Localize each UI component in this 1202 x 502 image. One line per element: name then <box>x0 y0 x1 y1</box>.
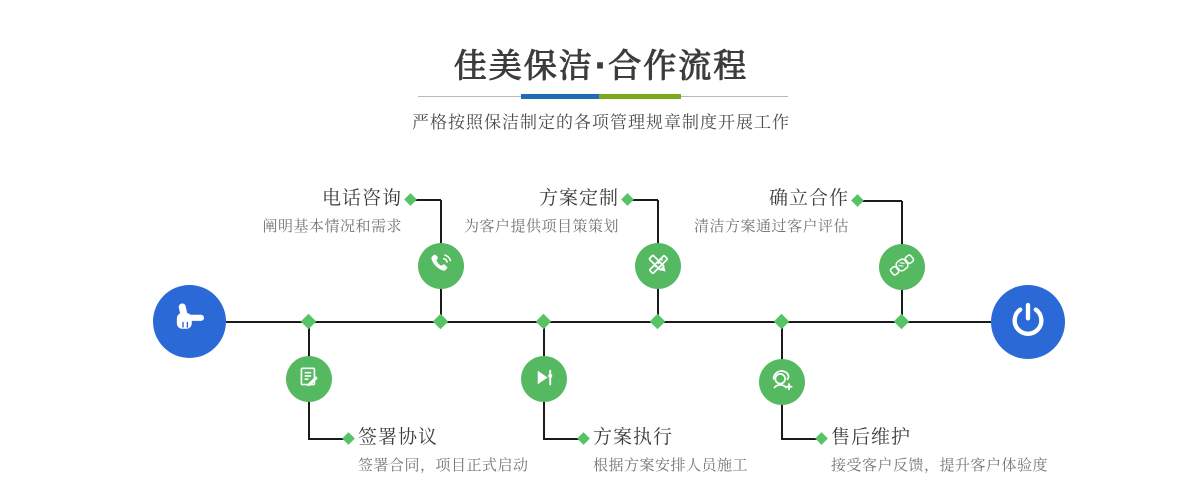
step-node-execute <box>521 356 567 402</box>
step-node-phone <box>418 243 464 289</box>
play-slider-icon <box>532 365 557 394</box>
pointing-hand-icon <box>169 299 211 345</box>
junction-diamond <box>650 314 666 330</box>
page-title: 佳美保洁·合作流程 <box>453 46 749 85</box>
step-desc: 为客户提供项目策策划 <box>463 217 619 235</box>
step-title: 售后维护 <box>831 426 912 448</box>
pencil-ruler-icon <box>645 251 672 282</box>
step-label-execute <box>593 426 748 475</box>
junction-diamond <box>774 314 790 330</box>
connector-elbow <box>308 438 346 440</box>
step-node-design <box>635 243 681 289</box>
main-timeline <box>226 321 991 323</box>
step-desc: 清洁方案通过客户评估 <box>693 217 849 235</box>
headset-add-icon <box>768 366 796 398</box>
divider-blue-segment <box>521 94 599 99</box>
title-divider <box>418 96 788 97</box>
junction-diamond <box>894 314 910 330</box>
label-diamond <box>404 193 417 206</box>
label-diamond <box>621 193 634 206</box>
power-icon <box>1008 300 1048 344</box>
connector-elbow <box>858 200 902 202</box>
junction-diamond <box>536 314 552 330</box>
label-diamond <box>577 432 590 445</box>
label-diamond <box>342 432 355 445</box>
step-node-aftersales <box>759 359 805 405</box>
step-node-handshake <box>879 244 925 290</box>
handshake-icon <box>887 250 917 284</box>
step-title: 签署协议 <box>358 426 439 448</box>
phone-icon <box>428 251 454 281</box>
end-node <box>991 285 1065 359</box>
step-title: 电话咨询 <box>321 187 402 209</box>
step-desc: 接受客户反馈，提升客户体验度 <box>831 456 1049 474</box>
label-diamond <box>851 194 864 207</box>
start-node <box>153 285 226 358</box>
step-title: 确立合作 <box>768 187 849 209</box>
step-desc: 根据方案安排人员施工 <box>593 456 749 474</box>
step-title: 方案执行 <box>593 426 674 448</box>
step-title: 方案定制 <box>538 187 619 209</box>
step-label-contract <box>358 426 529 475</box>
step-label-cooperation <box>694 187 849 236</box>
junction-diamond <box>301 314 317 330</box>
junction-diamond <box>433 314 449 330</box>
title-divider-accent <box>521 94 681 99</box>
page-subtitle: 严格按照保洁制定的各项管理规章制度开展工作 <box>412 113 790 133</box>
contract-icon <box>296 364 322 394</box>
step-desc: 阐明基本情况和需求 <box>262 217 402 235</box>
step-desc: 签署合同，项目正式启动 <box>358 456 529 474</box>
label-diamond <box>815 432 828 445</box>
step-node-contract <box>286 356 332 402</box>
step-label-phone <box>262 187 402 236</box>
step-label-design <box>464 187 619 236</box>
step-label-aftersales <box>831 426 1048 475</box>
divider-green-segment <box>599 94 681 99</box>
